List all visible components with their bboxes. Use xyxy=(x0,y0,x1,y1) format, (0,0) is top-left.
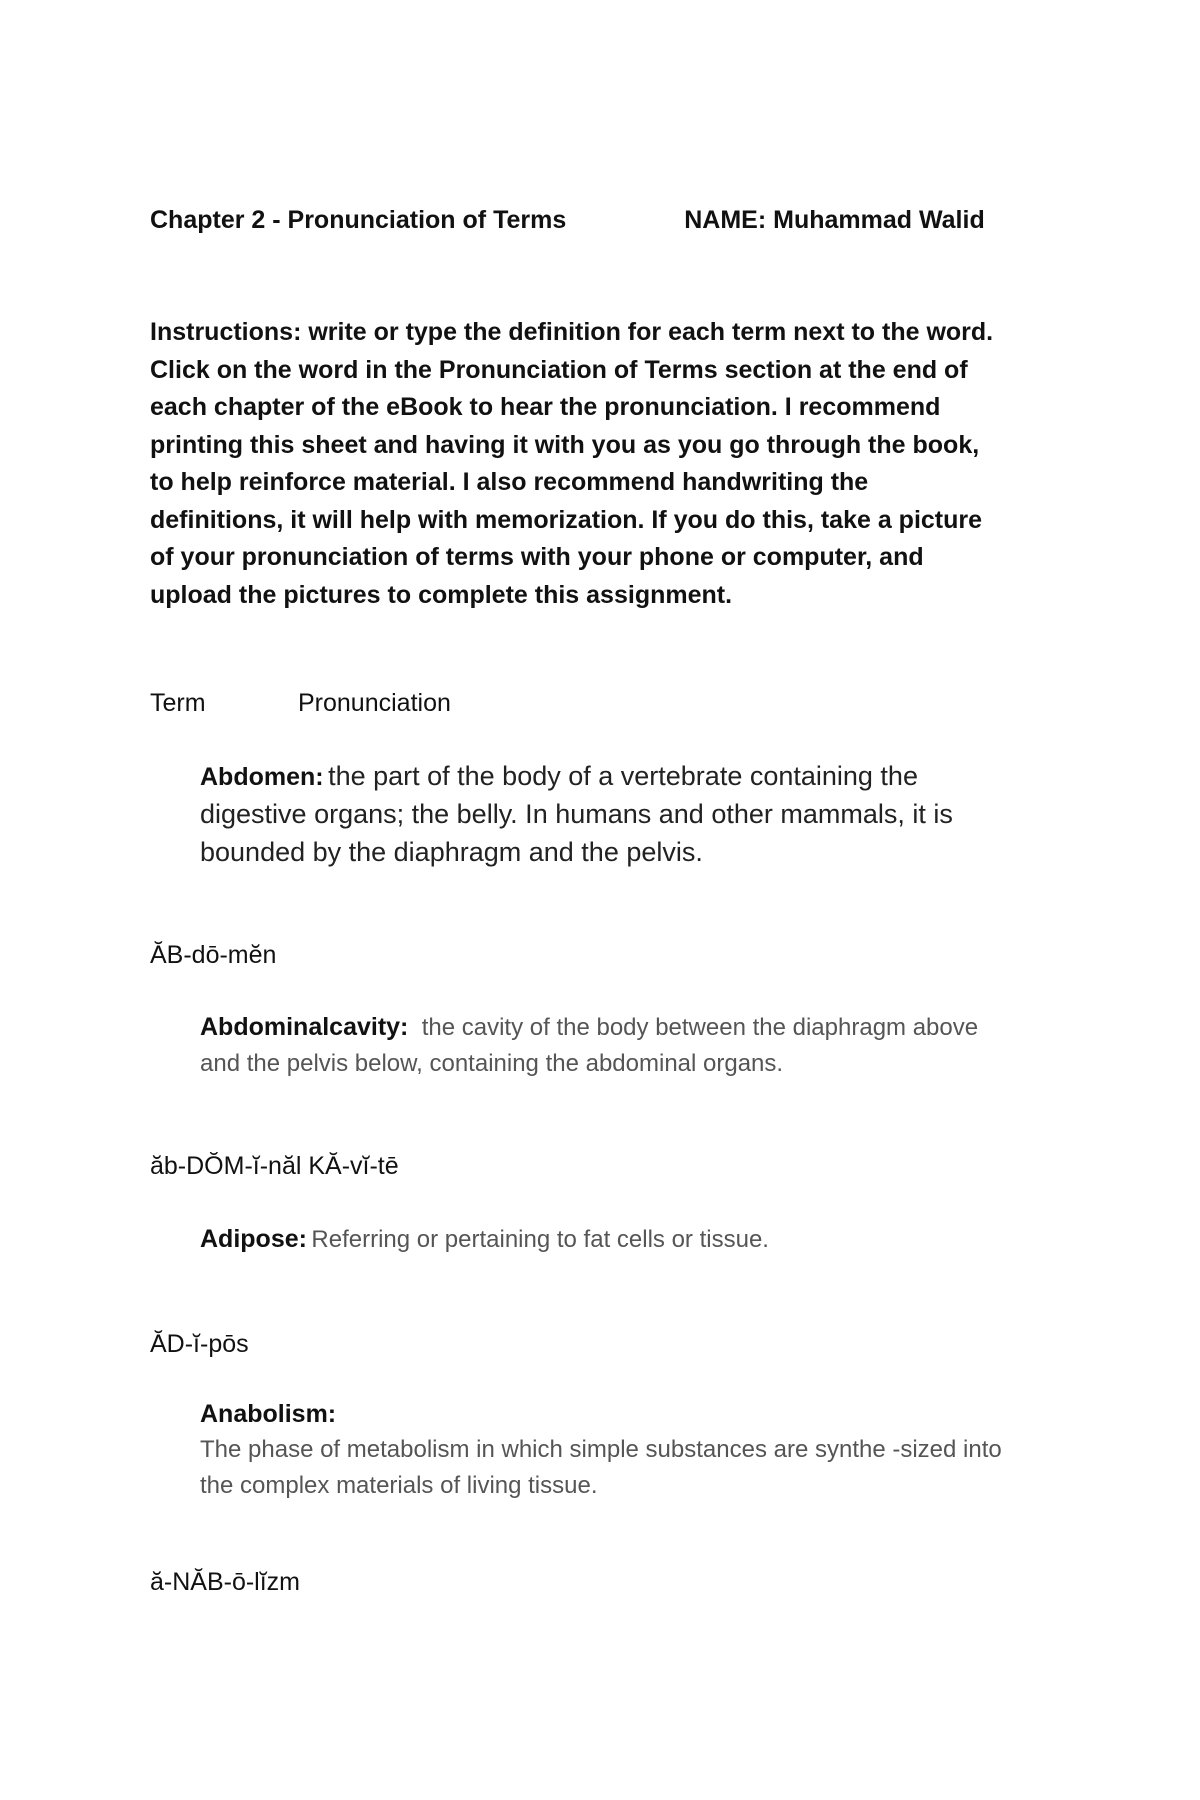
column-headers xyxy=(150,685,451,721)
term-definition: The phase of metabolism in which simple substances are synthe -sized into the complex materials of living tissue. xyxy=(200,1436,1002,1499)
term-entry-anabolism xyxy=(200,1396,1010,1504)
term-definition: Referring or pertaining to fat cells or tissue. xyxy=(311,1226,769,1253)
term-entry-adipose xyxy=(200,1222,1020,1258)
student-name: NAME: Muhammad Walid xyxy=(684,206,985,234)
term-entry-abdominal-cavity xyxy=(200,1010,1010,1082)
term-entry-abdomen xyxy=(200,757,1020,871)
column-header-pronunciation: Pronunciation xyxy=(298,689,451,717)
term-definition: the part of the body of a vertebrate containing the digestive organs; the belly. In humans and other mammals, it is bounded by the diaphragm and the pelvis. xyxy=(200,761,953,867)
term-label: Anabolism: xyxy=(200,1400,337,1428)
term-pronunciation: ă-NĂB-ō-lĭzm xyxy=(150,1568,301,1596)
term-pronunciation: ĂB-dō-mĕn xyxy=(150,941,277,969)
term-label: Abdominalcavity: xyxy=(200,1013,409,1041)
term-label: Adipose: xyxy=(200,1225,307,1253)
term-pronunciation: ăb-DŎM-ĭ-năl KĂ-vĭ-tē xyxy=(150,1152,399,1180)
chapter-title: Chapter 2 - Pronunciation of Terms xyxy=(150,206,567,234)
column-header-term: Term xyxy=(150,689,206,717)
document-heading xyxy=(150,202,990,238)
instructions-paragraph: Instructions: write or type the definition for each term next to the word. Click on the word in the Pronunciation of Terms section at the end of each chapter of the eBook to hear the pronunciation. I recommend printing this sheet and having it with you as you go through the book, to help reinforce material. I also recommend handwriting the definitions, it will help with memorization. If you do this, take a picture of your pronunciation of terms with your phone or computer, and upload the pictures to complete this assignment. xyxy=(150,318,994,609)
term-pronunciation: ĂD-ĭ-pōs xyxy=(150,1330,249,1358)
term-definition: the cavity of the body between the diaphragm above and the pelvis below, containing the abdominal organs. xyxy=(200,1014,979,1077)
term-label: Abdomen: xyxy=(200,763,324,791)
